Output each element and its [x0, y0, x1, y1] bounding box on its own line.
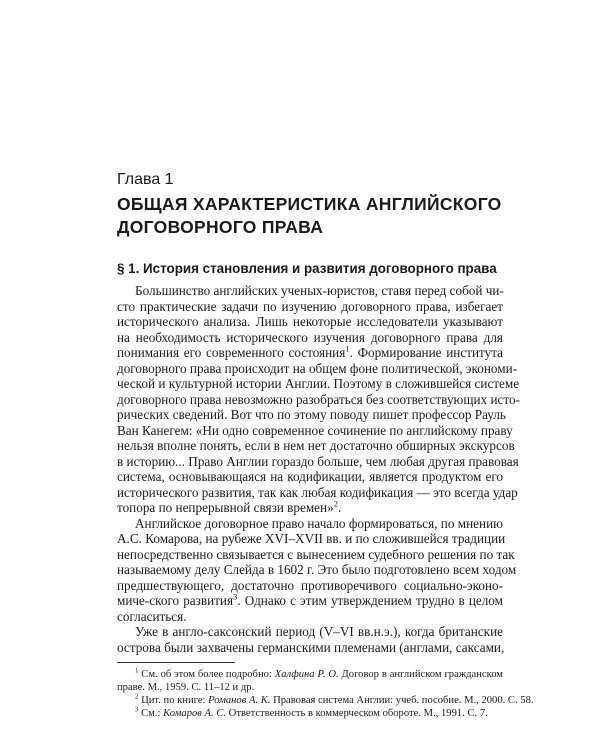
body-line: Большинство английских ученых-юристов, ставя перед собой чи-: [135, 283, 504, 298]
text-run: . Формирование института: [349, 345, 504, 360]
chapter-label: Глава 1: [117, 171, 174, 188]
footnote: [135, 692, 534, 707]
chapter-title-line: ОБЩАЯ ХАРАКТЕРИСТИКА АНГЛИЙСКОГО: [117, 194, 502, 214]
footnote-divider: [117, 662, 235, 663]
body-line: Уже в англо-саксонский период (V–VI вв.н.э.), когда британские: [135, 624, 503, 639]
chapter-title: [117, 193, 517, 239]
footnote-author: Романов А. К.: [208, 694, 271, 706]
footnote-author: Комаров А. С.: [163, 707, 227, 719]
footnote-marker: 1: [135, 666, 139, 674]
text-run: .: [337, 500, 342, 515]
body-line: острова были захвачены германскими племенами (англами, саксами,: [117, 639, 505, 655]
section-title: § 1. История становления и развития договорного права: [117, 261, 497, 276]
footnote: [135, 668, 503, 681]
body-line: [117, 345, 503, 361]
body-line: ческой и культурной истории Англии. Поэтому в сложившейся системе: [117, 376, 520, 391]
footnote-marker: 2: [135, 692, 139, 700]
footnote-ref: 2: [333, 498, 338, 509]
body-line: в историю... Право Англии гораздо больше, чем любая другая правовая: [117, 453, 519, 469]
body-line: исторического развития, так как любая кодификация — это всегда удар: [117, 484, 518, 500]
footnote-continuation: праве. М., 1959. С. 11–12 и др.: [117, 681, 255, 693]
footnote-text: Цит. по книге:: [138, 694, 209, 706]
body-line: А.С. Комарова, на рубеже XVI–XVII вв. и по сложившейся традиции: [117, 531, 506, 546]
footnote-text: См. об этом более подробно:: [138, 668, 275, 680]
body-line: Ван Канегем: «Ни одно современное сочинение по английскому праву: [117, 422, 513, 438]
footnote: [135, 707, 503, 720]
body-line: согласиться.: [117, 608, 187, 624]
body-line: Английское договорное право начало формироваться, по мнению: [135, 515, 503, 531]
footnote-marker: 3: [135, 705, 139, 713]
body-line: нельзя вполне понять, если в нем нет достаточно обширных экскурсов: [117, 438, 515, 453]
body-line: система, основывающаяся на кодификации, является продуктом его: [117, 469, 503, 484]
footnote-text: См.:: [138, 707, 164, 719]
footnote-text: Договор в английском гражданском: [338, 668, 503, 680]
footnote-ref: 1: [345, 343, 350, 354]
text-run: . Однако с этим утверждением трудно в целом: [237, 593, 503, 608]
text-run: миче-ского развития: [117, 593, 234, 608]
body-line: договорного права происходит на общем фоне политической, экономи-: [117, 360, 518, 376]
text-run: понимания его современного состояния: [117, 345, 346, 360]
footnote-ref: 3: [233, 591, 238, 602]
body-line: на необходимость исторического изучения договорного права для: [117, 329, 503, 345]
body-line: [117, 593, 503, 609]
body-line: договорного права невозможно разобраться без соответствующих исто-: [117, 391, 520, 407]
footnote-author: Халфина Р. О.: [274, 668, 339, 680]
body-line: [117, 500, 503, 516]
text-run: топора по непрерывной связи времен»: [117, 500, 334, 515]
footnote-text: Правовая система Англии: учеб. пособие. М., 2000. С. 58.: [270, 694, 534, 706]
body-line: называемому делу Слейда в 1602 г. Это было подготовлено всем ходом: [117, 562, 517, 577]
chapter-title-line: ДОГОВОРНОГО ПРАВА: [117, 217, 324, 237]
body-line: предшествующего, достаточно противоречивого социально-эконо-: [117, 577, 503, 593]
body-line: сто практические задачи по изучению договорного права, избегает: [117, 298, 503, 314]
body-line: исторического анализа. Лишь некоторые исследователи указывают: [117, 314, 503, 329]
body-line: непосредственно связывается с вынесением судебного решения по так: [117, 546, 515, 562]
body-line: рических сведений. Вот что по этому поводу пишет профессор Рауль: [117, 407, 506, 422]
footnote-text: Ответственность в коммерческом обороте. М., 1991. С. 7.: [226, 707, 488, 719]
